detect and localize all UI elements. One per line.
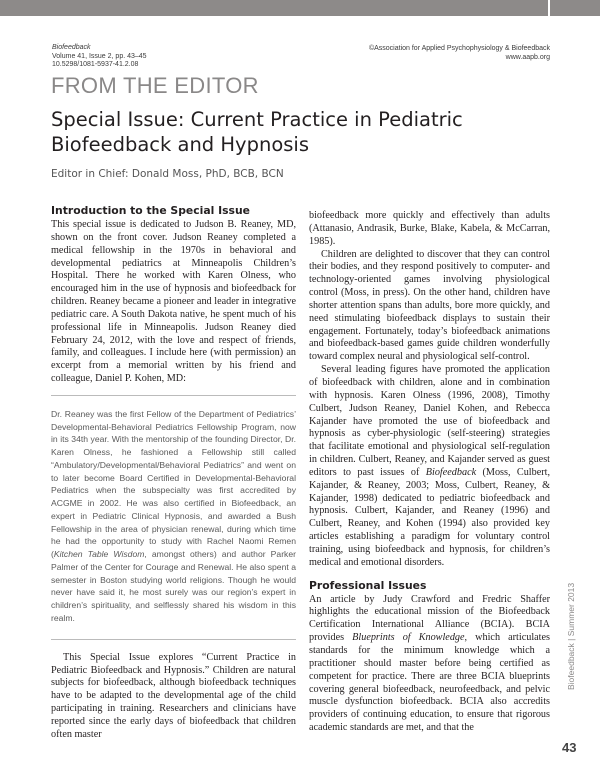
col2-p3-text-a: Several leading figures have promoted the application of biofeedback with children, alone and in combination with hypnosis. Karen Olness (1996, 2008), Timothy Culbert, Judson Reaney, Daniel Kohen, and Rebecca Kajander have promoted the use of biofeedback and hypnosis as cyber-physiologic (self-steering) strategies that facilitate emotional and physiological self-regulation in children. Culbert, Reaney, and Kajander served as guest editors to past issues of (309, 364, 550, 478)
intro-paragraph: This special issue is dedicated to Judson B. Reaney, MD, shown on the front cover. Judson Reaney completed a medical fellowship in the 1970s in behavioral and developmental pediatrics at Minneapolis Children’s Hospital. There he worked with Karen Olness, who encouraged him in the use of hypnosis and biofeedback for children. Reaney became a pioneer and leader in integrative pediatric care. A South Dakota native, he spent much of his professional life in Minneapolis. Judson Reaney died February 24, 2012, with the love and respect of friends, family, and colleagues. I include here (with permission) an excerpt from a memorial written by his friend and colleague, Daniel P. Kohen, MD: (51, 219, 296, 385)
section-kicker: FROM THE EDITOR (51, 73, 259, 98)
col2-paragraph-1: biofeedback more quickly and effectively than adults (Attanasio, Andrasik, Burke, Blake, Kabela, & McCarran, 1985). (309, 210, 550, 247)
quote-book-title: Kitchen Table Wisdom (53, 549, 145, 560)
volume-line: Volume 41, Issue 2, pp. 43–45 (52, 52, 147, 60)
col2-p3-text-b: (Moss, Culbert, Kajander, & Reaney, 2003; Moss, Culbert, Reaney, & Kajander, 1998) dedicated to pediatric biofeedback and hypnosis. Culbert, Kajander, and Reaney (1996) and Culbert, Reaney, and Kohen (1994) also provided key articles establishing a paradigm for voluntary control training, using biofeedback and hypnosis, for children’s medical and emotional disorders. (309, 466, 550, 568)
professional-paragraph (309, 594, 550, 735)
prof-text-b: , which articulates standards for the minimum knowledge which a practitioner should master before being certified as competent for practice. There are three BCIA blueprints covering general biofeedback, neurofeedback, and pelvic muscle dysfunction biofeedback. BCIA also accredits providers of continuing education, to ensure that rigorous academic standards are met, and that the (309, 632, 550, 734)
top-bar (0, 0, 548, 16)
right-column (309, 210, 550, 735)
journal-meta (52, 44, 147, 70)
editor-byline: Editor in Chief: Donald Moss, PhD, BCB, BCN (51, 168, 284, 180)
left-column (51, 204, 296, 742)
col2-paragraph-3 (309, 364, 550, 570)
article-title: Special Issue: Current Practice in Pediatric Biofeedback and Hypnosis (51, 108, 463, 156)
intro-heading: Introduction to the Special Issue (51, 204, 250, 217)
col2-paragraph-2: Children are delighted to discover that they can control their bodies, and they respond positively to computer- and technology-oriented games involving physiological control (Moss, in press). On the other hand, children have shorter attention spans than adults, bore more quickly, and need stimulating biofeedback displays to sustain their engagement. Fortunately, today’s biofeedback animations and biofeedback-based games guide children wonderfully toward complex neural and physiological self-control. (309, 248, 550, 363)
quote-text-a: Dr. Reaney was the first Fellow of the Department of Pediatrics’ Developmental-Behavioral Pediatrics Fellowship Program, now in its 34th year. With the mentorship of the founding Director, Dr. Karen Olness, he fashioned a Fellowship still called “Ambulatory/Developmental/Behavioral Pediatrics” and went on to later become Board Certified in Developmental-Behavioral Pediatrics when the subspecialty was first accredited by ACGME in 2002. He was also certified in Biofeedback, an expert in Pediatric Clinical Hypnosis, and awarded a Bush Fellowship in the area of physician renewal, during which time he had the opportunity to study with Rachel Naomi Remen ( (51, 408, 296, 560)
top-bar-cap (550, 0, 600, 16)
memorial-quote (51, 395, 296, 640)
doi: 10.5298/1081-5937-41.2.08 (52, 61, 139, 68)
page-number: 43 (562, 740, 577, 755)
professional-issues-heading: Professional Issues (309, 578, 427, 592)
prof-blueprints-title: Blueprints of Knowledge (352, 632, 465, 644)
journal-name: Biofeedback (52, 44, 91, 51)
prof-text-a: An article by Judy Crawford and Fredric Shaffer highlights the educational mission of the Biofeedback Certification International Alliance (BCIA). BCIA provides (309, 593, 550, 644)
copyright: ©Association for Applied Psychophysiology & Biofeedback (368, 45, 550, 52)
special-issue-paragraph: This Special Issue explores “Current Practice in Pediatric Biofeedback and Hypnosis.” Children are natural subjects for biofeedback, although biofeedback techniques have to be adapted to the developmental age of the child participating in training. Researchers and clinicians have reported since the early days of biofeedback that children often master (51, 651, 296, 740)
website-link[interactable]: www.aapb.org (505, 54, 550, 61)
publisher-meta (369, 44, 550, 62)
side-running-label: Biofeedback | Summer 2013 (566, 582, 576, 690)
col2-p3-journal: Biofeedback (425, 466, 477, 478)
quote-text-b: , amongst others) and author Parker Palmer of the Center for Courage and Renewal. He also spent a semester in Boston studying world religions. Though he would never have said it, he most surely was our region’s expert in children’s spirituality, and selflessly shared his wisdom in this realm. (51, 549, 296, 623)
